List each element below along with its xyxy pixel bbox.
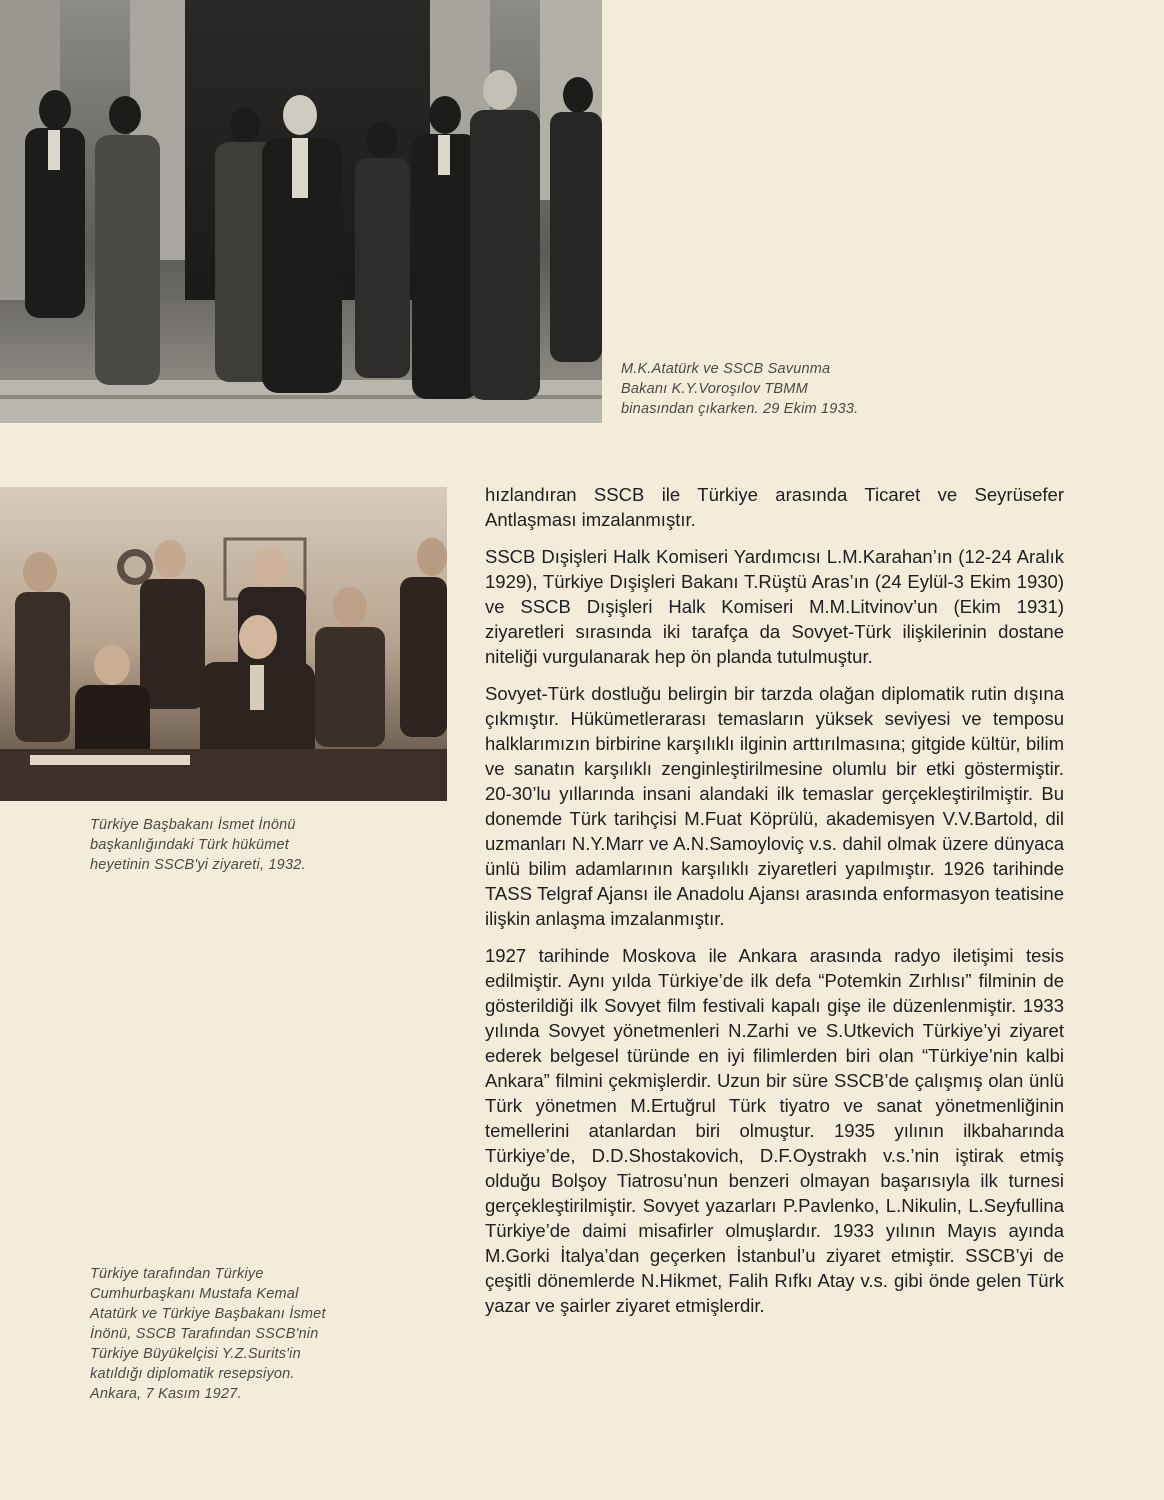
article-paragraph: Sovyet-Türk dostluğu belirgin bir tarzda olağan diplomatik rutin dışına çıkmıştır. Hükümetlerarası temasların yüksek seviyesi ve temposu halklarımızın birbirine karşılıklı ilginin arttırılmasına; gitgide kültür, bilim ve sanatın karşılıklı zenginleştirilmesine olumlu bir etki göstermiştir. 20-30’lu yıllarında insani alandaki ilk temaslar gerçekleştirilmiştir. Bu donemde Türk tarihçisi M.Fuat Köprülü, akademisyen V.V.Bartold, dil uzmanları N.Y.Marr ve A.N.Samoyloviç v.s. dahil olmak üzere dünyaca ünlü bilim adamlarının karşılıklı ziyaretleri yapılmıştır. 1926 tarihinde TASS Telgraf Ajansı ile Anadolu Ajansı arasında enformasyon teatisine ilişkin anlaşma imzalanmıştır.	[485, 683, 1064, 929]
photo-caption: M.K.Atatürk ve SSCB Savunma Bakanı K.Y.Voroşılov TBMM binasından çıkarken. 29 Ekim 1933.	[621, 361, 859, 417]
photo-ataturk-voroshilov	[0, 0, 602, 423]
photo-caption: Türkiye Başbakanı İsmet İnönü başkanlığındaki Türk hükümet heyetinin SSCB'yi ziyareti, 1932.	[90, 817, 306, 873]
article-paragraph: 1927 tarihinde Moskova ile Ankara arasında radyo iletişimi tesis edilmiştir. Aynı yılda Türkiye’de ilk defa “Potemkin Zırhlısı” filminin de gösterildiği ilk Sovyet film festivali kapalı gişe ile düzenlenmiştir. 1933 yılında Sovyet yönetmenleri N.Zarhi ve S.Utkevich Türkiye’yi ziyaret ederek belgesel türünde en iyi filimlerden biri olan “Türkiye’nin kalbi Ankara” filmini çekmişlerdir. Uzun bir süre SSCB’de çalışmış olan ünlü Türk yönetmen M.Ertuğrul Türk tiyatro ve sanat yönetmenliğinin temellerini atanlardan biri olmuştur. 1935 yılının ilkbaharında Türkiye’de, D.D.Shostakovich, D.F.Oystrakh v.s.’nin iştirak etmiş olduğu Bolşoy Tiatrosu’nun benzeri olmayan başarısıyla ilk turnesi gerçekleştirilmiştir. Sovyet yazarları P.Pavlenko, L.Nikulin, L.Seyfullina Türkiye’de daimi misafirler olmuşlardır. 1933 yılının Mayıs ayında M.Gorki İtalya’dan geçerken İstanbul’u ziyaret etmiştir. SSCB’yi de çeşitli dönemlerde N.Hikmet, Falih Rıfkı Atay v.s. gibi önde gelen Türk yazar ve şairler ziyaret etmişlerdir.	[485, 945, 1064, 1316]
photo-inonu-delegation	[0, 487, 447, 801]
photo-caption: Türkiye tarafından Türkiye Cumhurbaşkanı Mustafa Kemal Atatürk ve Türkiye Başbakanı İsmet İnönü, SSCB Tarafından SSCB'nin Türkiye Büyükelçisi Y.Z.Surits'in katıldığı diplomatik resepsiyon. Ankara, 7 Kasım 1927.	[90, 1266, 326, 1402]
photo-inonu-delegation-image	[0, 487, 447, 801]
article-paragraph: hızlandıran SSCB ile Türkiye arasında Ticaret ve Seyrüsefer Antlaşması imzalanmıştır.	[485, 484, 1064, 530]
photo-ataturk-voroshilov-image	[0, 0, 602, 423]
article-paragraph: SSCB Dışişleri Halk Komiseri Yardımcısı L.M.Karahan’ın (12-24 Aralık 1929), Türkiye Dışişleri Bakanı T.Rüştü Aras’ın (24 Eylül-3 Ekim 1930) ve SSCB Dışişleri Halk Komiseri M.M.Litvinov’un (Ekim 1931) ziyaretleri sırasında iki tarafça da Sovyet-Türk ilişkilerinin dostane niteliği vurgulanarak hep ön planda tutulmuştur.	[485, 546, 1064, 667]
article-body	[485, 482, 1064, 1330]
